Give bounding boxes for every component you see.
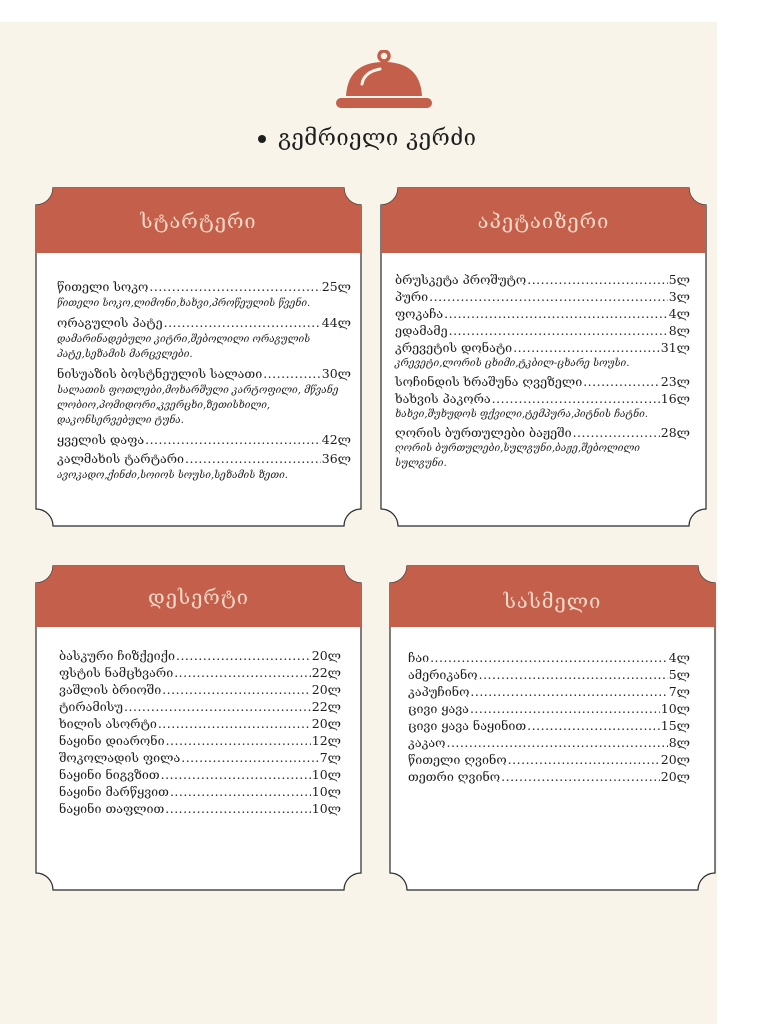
- desserts-list: [59, 647, 341, 817]
- dot-leader: [174, 664, 311, 681]
- cloche-icon: [334, 50, 434, 112]
- menu-item: [395, 322, 690, 339]
- menu-item-name: ნაყინი მარწყვით: [59, 784, 169, 799]
- menu-item: [395, 271, 690, 288]
- menu-item-price: 30ლ: [321, 366, 351, 381]
- menu-item-price: 16ლ: [660, 391, 690, 406]
- menu-item-price: 10ლ: [311, 801, 341, 816]
- appetizers-card: [380, 187, 707, 527]
- menu-item-price: 5ლ: [668, 667, 690, 682]
- menu-item-name: ნაყინი დიარონი: [59, 733, 165, 748]
- menu-item: [59, 766, 341, 783]
- menu-item: [408, 734, 690, 751]
- menu-item: [408, 751, 690, 768]
- menu-item: [57, 313, 351, 332]
- starters-list: [57, 277, 351, 485]
- dot-leader: [501, 768, 660, 785]
- dot-leader: [470, 700, 660, 717]
- drinks-list: [408, 649, 690, 785]
- menu-item: [59, 732, 341, 749]
- menu-item: [59, 749, 341, 766]
- desserts-card: [35, 565, 362, 891]
- dot-leader: [492, 390, 660, 407]
- menu-item-price: 8ლ: [668, 323, 690, 338]
- starters-title: სტარტერი: [140, 209, 257, 233]
- dot-leader: [176, 647, 311, 664]
- dot-leader: [449, 322, 668, 339]
- menu-item-price: 31ლ: [660, 340, 690, 355]
- menu-item: [57, 364, 351, 383]
- menu-item-price: 20ლ: [311, 648, 341, 663]
- menu-item-name: ფსტის ნამცხვარი: [59, 665, 174, 680]
- menu-item-description: წითელი სოკო,ლიმონი,ხახვი,პროწეულის წვენი.: [57, 298, 311, 309]
- dot-leader: [513, 339, 660, 356]
- menu-item-price: 7ლ: [668, 684, 690, 699]
- page-title: [258, 126, 476, 151]
- menu-item-price: 10ლ: [311, 767, 341, 782]
- menu-item-price: 22ლ: [311, 665, 341, 680]
- starters-card: [35, 187, 362, 527]
- menu-item-name: შოკოლადის ფილა: [59, 750, 181, 765]
- page-title-text: გემრიელი კერძი: [278, 126, 477, 151]
- bullet-dot: [258, 135, 266, 143]
- menu-item-price: 3ლ: [668, 289, 690, 304]
- menu-item-name: ამერიკანო: [408, 667, 478, 682]
- menu-item: [395, 424, 690, 441]
- dot-leader: [185, 449, 321, 468]
- menu-item-description: სალათის ფოთლები,მოხარშული კარტოფილი, მწვანე ლობიო,პომიდორი,კვერცხი,ზეთისხილი, დაკონსერვებული ტუნა.: [57, 385, 339, 426]
- menu-item-name: კრევეტის დონატი: [395, 340, 513, 355]
- menu-item: [59, 647, 341, 664]
- menu-item-price: 22ლ: [311, 699, 341, 714]
- dot-leader: [124, 698, 311, 715]
- menu-item-name: ბრუსკეტა პროშუტო: [395, 272, 527, 287]
- menu-item-name: ჩაი: [408, 650, 430, 665]
- menu-item-price: 23ლ: [660, 374, 690, 389]
- menu-item-name: კაკაო: [408, 735, 446, 750]
- menu-item-name: ბასკური ჩიზქეიქი: [59, 648, 175, 663]
- menu-item: [395, 288, 690, 305]
- dot-leader: [166, 732, 311, 749]
- dot-leader: [181, 749, 318, 766]
- dot-leader: [429, 288, 668, 305]
- menu-item-name: ნაყინი თაფლით: [59, 801, 165, 816]
- menu-item: [57, 449, 351, 468]
- menu-item: [59, 783, 341, 800]
- menu-item-name: ტირამისუ: [59, 699, 124, 714]
- menu-item-price: 8ლ: [668, 735, 690, 750]
- menu-item-name: ხილის ასორტი: [59, 716, 157, 731]
- dot-leader: [430, 649, 668, 666]
- menu-item: [57, 277, 351, 296]
- menu-item-description: კრევეტი,ლორის ცხიმი,ტკბილ-ცხარე სოუსი.: [395, 358, 630, 369]
- menu-item-price: 10ლ: [311, 784, 341, 799]
- dot-leader: [444, 305, 668, 322]
- menu-item-name: ხახვის პაკორა: [395, 391, 491, 406]
- menu-item: [408, 666, 690, 683]
- menu-item: [408, 700, 690, 717]
- desserts-title: დესერტი: [148, 585, 249, 609]
- menu-item-price: 42ლ: [321, 432, 351, 447]
- menu-item: [395, 339, 690, 356]
- menu-item-name: კაპუჩინო: [408, 684, 470, 699]
- menu-item-price: 25ლ: [321, 279, 351, 294]
- menu-item-name: ნისუაზის ბოსტნეულის სალათი: [57, 366, 263, 381]
- dot-leader: [527, 717, 660, 734]
- drinks-title: სასმელი: [503, 589, 602, 613]
- menu-item-name: ფოკაჩა: [395, 306, 444, 321]
- menu-item: [408, 683, 690, 700]
- menu-item-price: 36ლ: [321, 451, 351, 466]
- menu-item-price: 20ლ: [311, 716, 341, 731]
- menu-item-price: 20ლ: [311, 682, 341, 697]
- menu-item-name: პური: [395, 289, 429, 304]
- menu-item: [57, 430, 351, 449]
- menu-item: [59, 715, 341, 732]
- menu-item-name: ნაყინი ნიგვზით: [59, 767, 160, 782]
- dot-leader: [470, 683, 667, 700]
- appetizers-list: [395, 271, 690, 473]
- menu-item-name: კალმახის ტარტარი: [57, 451, 184, 466]
- dot-leader: [479, 666, 668, 683]
- menu-item-name: ედამამე: [395, 323, 448, 338]
- dot-leader: [446, 734, 667, 751]
- dot-leader: [161, 766, 311, 783]
- menu-item-name: ცივი ყავა ნაყინით: [408, 718, 527, 733]
- dot-leader: [583, 373, 660, 390]
- menu-item: [408, 717, 690, 734]
- menu-item: [408, 768, 690, 785]
- drinks-card: [389, 565, 716, 891]
- menu-item: [59, 681, 341, 698]
- menu-item-name: წითელი ღვინო: [408, 752, 507, 767]
- dot-leader: [164, 313, 321, 332]
- menu-item-name: სოჩინდის ხრაშუნა ღვეზელი: [395, 374, 583, 389]
- menu-item: [395, 390, 690, 407]
- menu-item-price: 28ლ: [660, 425, 690, 440]
- dot-leader: [263, 364, 321, 383]
- dot-leader: [162, 681, 311, 698]
- menu-item-price: 4ლ: [668, 650, 690, 665]
- menu-item: [59, 664, 341, 681]
- menu-item-name: ღორის ბურთულები ბაჟეში: [395, 425, 572, 440]
- menu-item-description: ავოკადო,ქინძი,სოიოს სოუსი,სეზამის ზეთი.: [57, 470, 288, 481]
- menu-item-price: 15ლ: [660, 718, 690, 733]
- menu-item-price: 4ლ: [668, 306, 690, 321]
- menu-item-name: ყველის დაფა: [57, 432, 145, 447]
- menu-item-name: ორაგულის პატე: [57, 315, 163, 330]
- dot-leader: [527, 271, 667, 288]
- dot-leader: [573, 424, 660, 441]
- menu-item: [59, 698, 341, 715]
- menu-item-price: 12ლ: [311, 733, 341, 748]
- menu-item-price: 5ლ: [668, 272, 690, 287]
- menu-item-price: 20ლ: [660, 769, 690, 784]
- menu-item-price: 7ლ: [319, 750, 341, 765]
- menu-item-name: ცივი ყავა: [408, 701, 469, 716]
- menu-item-price: 10ლ: [660, 701, 690, 716]
- menu-item: [395, 305, 690, 322]
- menu-item-description: ღორის ბურთულები,სულგუნი,ბაჟე,შებოლილი სულგუნი.: [395, 443, 640, 469]
- dot-leader: [158, 715, 311, 732]
- dot-leader: [145, 430, 321, 449]
- menu-item-name: თეთრი ღვინო: [408, 769, 501, 784]
- menu-item: [59, 800, 341, 817]
- menu-item-price: 20ლ: [660, 752, 690, 767]
- dot-leader: [149, 277, 320, 296]
- dot-leader: [508, 751, 660, 768]
- appetizers-title: აპეტაიზერი: [477, 209, 610, 233]
- menu-item: [395, 373, 690, 390]
- menu-item-description: ხახვი,შუხუდოს ფქვილი,ტემპურა,პიტნის ჩატნი.: [395, 409, 648, 420]
- menu-item: [408, 649, 690, 666]
- menu-item-name: ვაშლის ბრიოში: [59, 682, 162, 697]
- dot-leader: [165, 800, 310, 817]
- menu-item-name: წითელი სოკო: [57, 279, 149, 294]
- menu-item-price: 44ლ: [321, 315, 351, 330]
- dot-leader: [170, 783, 311, 800]
- menu-item-description: დამარინადებული კიტრი,შებოლილი ორაგულის პატე,სეზამის მარცვლები.: [57, 334, 311, 360]
